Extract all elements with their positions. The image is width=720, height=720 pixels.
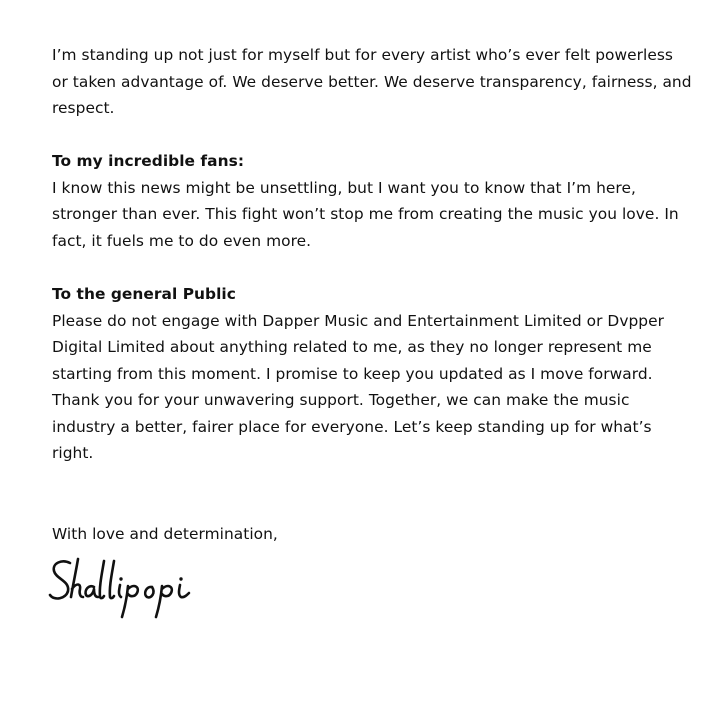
fans-section: [52, 148, 692, 254]
public-heading: To the general Public: [52, 285, 236, 303]
fans-heading: To my incredible fans:: [52, 152, 245, 170]
signature-image: [48, 553, 208, 623]
public-body: Please do not engage with Dapper Music and Entertainment Limited or Dvpper Digital Limited about anything related to me, as they no longer represent me starting from this moment. I promise to keep you updated as I move forward. Thank you for your unwavering support. Together, we can make the music industry a better, fairer place for everyone. Let’s keep standing up for what’s right.: [52, 311, 665, 462]
fans-body: I know this news might be unsettling, but I want you to know that I’m here, stronger than ever. This fight won’t stop me from creating the music you love. In fact, it fuels me to do even more.: [52, 178, 679, 250]
public-section: [52, 281, 692, 467]
closing-section: [52, 521, 692, 548]
intro-text: I’m standing up not just for myself but for every artist who’s ever felt powerless or taken advantage of. We deserve better. We deserve transparency, fairness, and respect.: [52, 46, 692, 117]
closing-text: With love and determination,: [52, 525, 278, 543]
intro-paragraph: [52, 42, 692, 122]
